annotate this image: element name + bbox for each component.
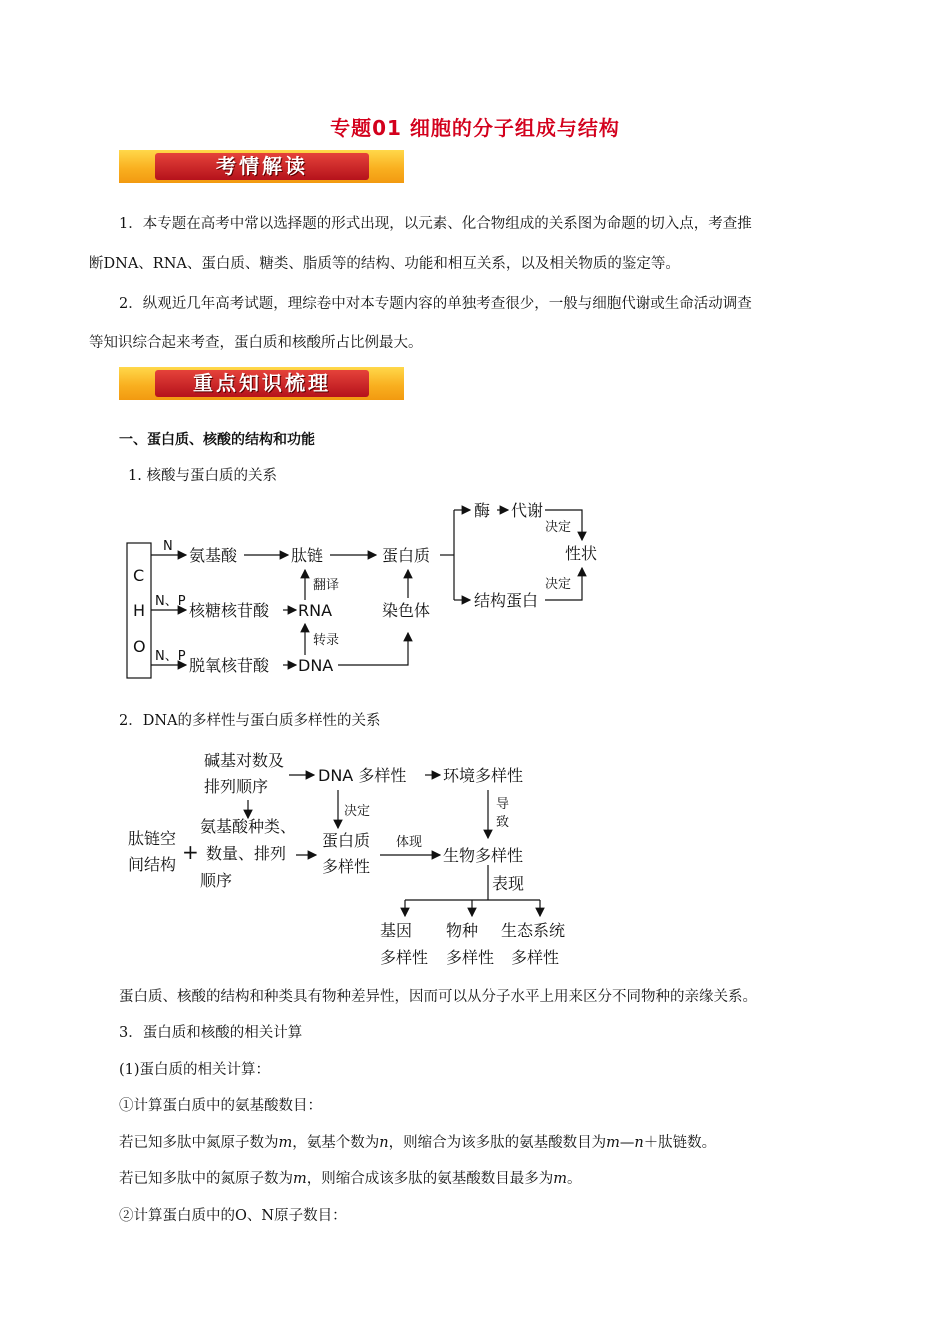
node-gene-diversity-line1: 基因 xyxy=(380,921,413,940)
element-h: H xyxy=(133,601,146,620)
body-line-2: 3．蛋白质和核酸的相关计算 xyxy=(119,1025,303,1041)
node-peptide: 肽链 xyxy=(291,546,324,565)
section-banner-key-points xyxy=(119,367,404,400)
label-decide-2: 决定 xyxy=(545,577,572,592)
node-dna: DNA xyxy=(298,656,334,675)
node-amino-acid-line1: 氨基酸种类、 xyxy=(200,817,297,836)
body-line-7: ②计算蛋白质中的O、N原子数目： xyxy=(119,1208,347,1224)
section-heading: 一、蛋白质、核酸的结构和功能 xyxy=(119,432,315,448)
body-line-3: (1)蛋白质的相关计算： xyxy=(119,1062,271,1078)
label-lead-1: 导 xyxy=(496,797,510,812)
node-base-pairs-line1: 碱基对数及 xyxy=(204,751,285,770)
banner-label: 考情解读 xyxy=(155,153,369,180)
node-ecosystem-diversity-line1: 生态系统 xyxy=(501,921,566,940)
label-np-2: N、P xyxy=(155,649,186,664)
node-protein: 蛋白质 xyxy=(382,546,431,565)
body-line-5: 若已知多肽中氮原子数为m，氨基个数为n，则缩合为该多肽的氨基酸数目为m—n＋肽链数。 xyxy=(119,1135,717,1151)
label-express: 表现 xyxy=(492,874,525,893)
node-enzyme: 酶 xyxy=(474,501,491,520)
diagram-nucleic-acid-protein xyxy=(110,495,610,685)
section-banner-exam-analysis xyxy=(119,150,404,183)
intro-p2-line2: 等知识综合起来考查，蛋白质和核酸所占比例最大。 xyxy=(89,335,423,351)
node-amino-acid-line2: 数量、排列 xyxy=(206,844,287,863)
node-deoxynucleotide: 脱氧核苷酸 xyxy=(189,656,270,675)
plus-sign: + xyxy=(182,840,199,864)
intro-p2-line1: 2．纵观近几年高考试题，理综卷中对本专题内容的单独考查很少，一般与细胞代谢或生命活动调查 xyxy=(119,296,752,312)
node-species-diversity-line2: 多样性 xyxy=(446,948,495,967)
node-trait: 性状 xyxy=(565,544,598,563)
node-peptide-structure-line2: 间结构 xyxy=(128,855,177,874)
node-protein-diversity-line2: 多样性 xyxy=(322,857,371,876)
node-dna-diversity: DNA 多样性 xyxy=(318,766,407,785)
intro-p1-line2: 断DNA、RNA、蛋白质、糖类、脂质等的结构、功能和相互关系，以及相关物质的鉴定等。 xyxy=(89,256,680,272)
node-metabolism: 代谢 xyxy=(511,501,544,520)
body-line-1: 蛋白质、核酸的结构和种类具有物种差异性，因而可以从分子水平上用来区分不同物种的亲缘关系。 xyxy=(119,989,757,1005)
node-amino-acid: 氨基酸 xyxy=(189,546,238,565)
body-line-4: ①计算蛋白质中的氨基酸数目： xyxy=(119,1098,322,1114)
node-structural-protein: 结构蛋白 xyxy=(474,591,539,610)
node-biodiversity: 生物多样性 xyxy=(443,846,524,865)
node-environment-diversity: 环境多样性 xyxy=(443,766,524,785)
label-n: N xyxy=(163,539,173,554)
diagram-dna-protein-diversity xyxy=(120,740,590,975)
subheading-2: 2．DNA的多样性与蛋白质多样性的关系 xyxy=(119,713,381,729)
subheading-1: 1. 核酸与蛋白质的关系 xyxy=(128,468,277,484)
label-np-1: N、P xyxy=(155,594,186,609)
label-decide: 决定 xyxy=(344,804,371,819)
label-embody: 体现 xyxy=(396,835,423,850)
element-c: C xyxy=(133,566,145,585)
banner-label: 重点知识梳理 xyxy=(155,370,369,397)
node-gene-diversity-line2: 多样性 xyxy=(380,948,429,967)
node-protein-diversity-line1: 蛋白质 xyxy=(322,831,371,850)
node-base-pairs-line2: 排列顺序 xyxy=(204,777,269,796)
label-decide-1: 决定 xyxy=(545,520,572,535)
page-title: 专题01 细胞的分子组成与结构 xyxy=(330,116,620,140)
node-chromosome: 染色体 xyxy=(382,601,431,620)
node-species-diversity-line1: 物种 xyxy=(446,921,479,940)
label-transcribe: 转录 xyxy=(313,633,340,648)
body-line-6: 若已知多肽中的氮原子数为m，则缩合成该多肽的氨基酸数目最多为m。 xyxy=(119,1171,582,1187)
node-ribonucleotide: 核糖核苷酸 xyxy=(189,601,270,620)
node-ecosystem-diversity-line2: 多样性 xyxy=(511,948,560,967)
node-amino-acid-line3: 顺序 xyxy=(200,871,233,890)
element-o: O xyxy=(133,637,146,656)
node-rna: RNA xyxy=(298,601,333,620)
intro-p1-line1: 1．本专题在高考中常以选择题的形式出现，以元素、化合物组成的关系图为命题的切入点，考查推 xyxy=(119,216,752,232)
label-lead-2: 致 xyxy=(496,815,510,830)
node-peptide-structure-line1: 肽链空 xyxy=(128,829,177,848)
label-translate: 翻译 xyxy=(313,578,340,593)
